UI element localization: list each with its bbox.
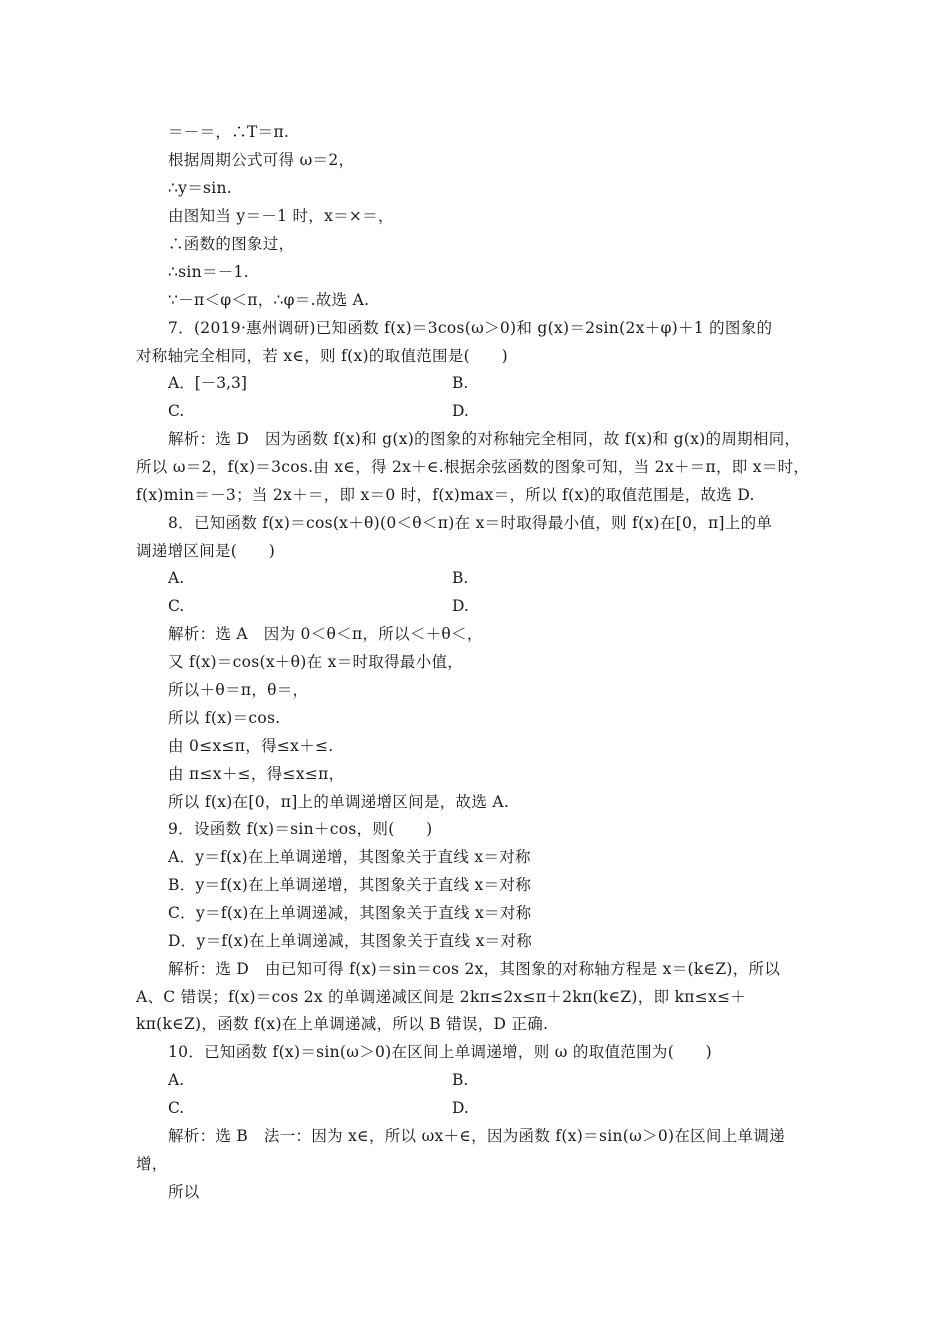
text-line: ∵－π＜φ＜π，∴φ＝.故选 A.: [168, 291, 370, 309]
solution-8-line: 又 f(x)＝cos(x＋θ)在 x＝时取得最小值，: [168, 653, 464, 671]
option-b: B.: [452, 1071, 469, 1089]
option-d: D．y＝f(x)在上单调递减，其图象关于直线 x＝对称: [168, 932, 533, 950]
solution-7-line: f(x)min＝－3；当 2x＋＝，即 x＝0 时，f(x)max＝，所以 f(x)的取值范围是，故选 D.: [136, 486, 755, 504]
option-b: B.: [452, 374, 469, 392]
solution-9-line: 解析：选 D 由已知可得 f(x)＝sin＝cos 2x，其图象的对称轴方程是 x＝(k∈Z)，所以: [168, 960, 781, 978]
question-8-stem-cont: 调递增区间是( ): [136, 542, 276, 560]
option-c: C．y＝f(x)在上单调递减，其图象关于直线 x＝对称: [168, 904, 532, 922]
option-a: A．y＝f(x)在上单调递增，其图象关于直线 x＝对称: [168, 848, 531, 866]
solution-7-line: 解析：选 D 因为函数 f(x)和 g(x)的图象的对称轴完全相同，故 f(x)和 g(x)的周期相同，: [168, 430, 801, 448]
text-line: ∴y＝sin.: [168, 179, 233, 197]
option-b: B.: [452, 569, 469, 587]
option-c: C.: [168, 597, 185, 615]
solution-8-line: 由 0≤x≤π，得≤x＋≤.: [168, 737, 334, 755]
option-a: A.: [168, 1071, 185, 1089]
solution-10-line: 解析：选 B 法一：因为 x∈，所以 ωx＋∈，因为函数 f(x)＝sin(ω＞0)在区间上单调递: [168, 1127, 785, 1145]
solution-9-line: A、C 错误；f(x)＝cos 2x 的单调递减区间是 2kπ≤2x≤π＋2kπ(k∈Z)，即 kπ≤x≤＋: [136, 988, 747, 1006]
option-a: A．[－3,3]: [168, 374, 247, 392]
text-line: ∴sin＝－1.: [168, 263, 249, 281]
option-b: B．y＝f(x)在上单调递增，其图象关于直线 x＝对称: [168, 876, 531, 894]
text-line: ∴函数的图象过，: [168, 235, 295, 253]
solution-8-line: 解析：选 A 因为 0＜θ＜π，所以＜＋θ＜，: [168, 625, 483, 643]
solution-10-line: 所以: [168, 1183, 200, 1201]
text-line: 根据周期公式可得 ω＝2，: [168, 151, 355, 169]
question-10-stem: 10．已知函数 f(x)＝sin(ω＞0)在区间上单调递增，则 ω 的取值范围为( ): [168, 1043, 713, 1061]
text-line: 由图知当 y＝－1 时，x＝×＝，: [168, 207, 394, 225]
solution-7-line: 所以 ω＝2，f(x)＝3cos.由 x∈，得 2x＋∈.根据余弦函数的图象可知，当 2x＋＝π，即 x＝时，: [136, 458, 810, 476]
solution-8-line: 所以＋θ＝π，θ＝，: [168, 681, 309, 699]
question-7-stem-cont: 对称轴完全相同，若 x∈，则 f(x)的取值范围是( ): [136, 347, 508, 365]
solution-9-line: kπ(k∈Z)，函数 f(x)在上单调递减，所以 B 错误，D 正确.: [136, 1015, 549, 1033]
question-9-stem: 9．设函数 f(x)＝sin＋cos，则( ): [168, 820, 433, 838]
option-c: C.: [168, 402, 185, 420]
solution-10-line: 增，: [136, 1155, 168, 1173]
question-7-stem: 7．(2019·惠州调研)已知函数 f(x)＝3cos(ω＞0)和 g(x)＝2sin(2x＋φ)＋1 的图象的: [168, 319, 773, 337]
option-d: D.: [452, 402, 469, 420]
solution-8-line: 所以 f(x)在[0，π]上的单调递增区间是，故选 A.: [168, 793, 510, 811]
text-line: ＝－＝，∴T＝π.: [168, 123, 290, 141]
solution-8-line: 所以 f(x)＝cos.: [168, 709, 281, 727]
solution-8-line: 由 π≤x＋≤，得≤x≤π，: [168, 765, 345, 783]
option-d: D.: [452, 597, 469, 615]
option-d: D.: [452, 1099, 469, 1117]
option-c: C.: [168, 1099, 185, 1117]
option-a: A.: [168, 569, 185, 587]
question-8-stem: 8．已知函数 f(x)＝cos(x＋θ)(0＜θ＜π)在 x＝时取得最小值，则 f(x)在[0，π]上的单: [168, 514, 773, 532]
